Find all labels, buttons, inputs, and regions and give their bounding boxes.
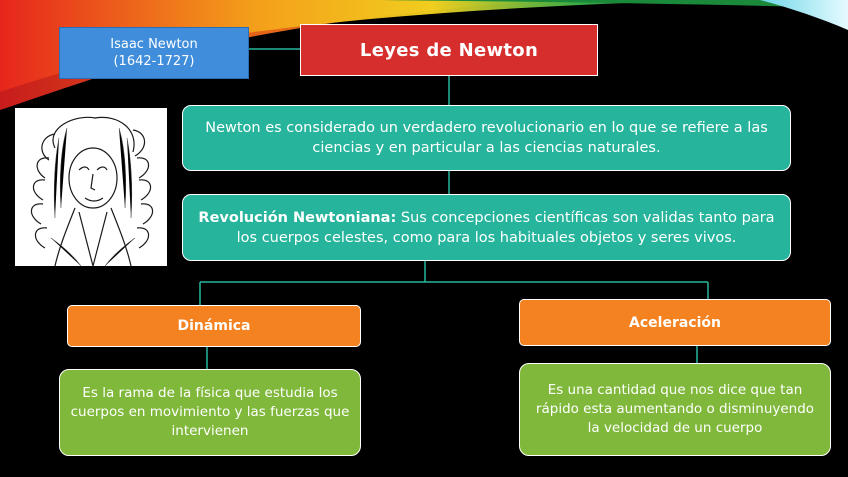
dinamica-description-box — [59, 369, 361, 456]
branch-dinamica-label: Dinámica — [177, 318, 251, 334]
page-title: Leyes de Newton — [359, 39, 539, 61]
author-years: (1642-1727) — [113, 54, 195, 69]
aceleracion-description: Es una cantidad que nos dice que tan rápido esta aumentando o disminuyendo la velocidad de un cuerpo — [535, 382, 815, 436]
branch-dinamica-box — [67, 305, 361, 347]
title-box — [300, 24, 598, 76]
author-name: Isaac Newton — [110, 37, 198, 52]
branch-aceleracion-box — [519, 299, 831, 346]
newton-portrait-icon — [15, 108, 167, 266]
revolution-lead: Revolución Newtoniana: — [198, 209, 397, 226]
intro-text: Newton es considerado un verdadero revolucionario en lo que se refiere a las ciencias y en particular a las ciencias naturales. — [205, 120, 768, 156]
intro-box — [182, 105, 791, 171]
dinamica-description: Es la rama de la física que estudia los cuerpos en movimiento y las fuerzas que intervienen — [70, 385, 350, 439]
aceleracion-description-box — [519, 363, 831, 456]
revolution-body: Sus concepciones científicas son validas tanto para los cuerpos celestes, como para los habituales objetos y seres vivos. — [236, 209, 775, 246]
author-box — [59, 27, 249, 79]
revolution-text — [195, 208, 778, 248]
branch-aceleracion-label: Aceleración — [629, 314, 721, 331]
revolution-box — [182, 194, 791, 261]
